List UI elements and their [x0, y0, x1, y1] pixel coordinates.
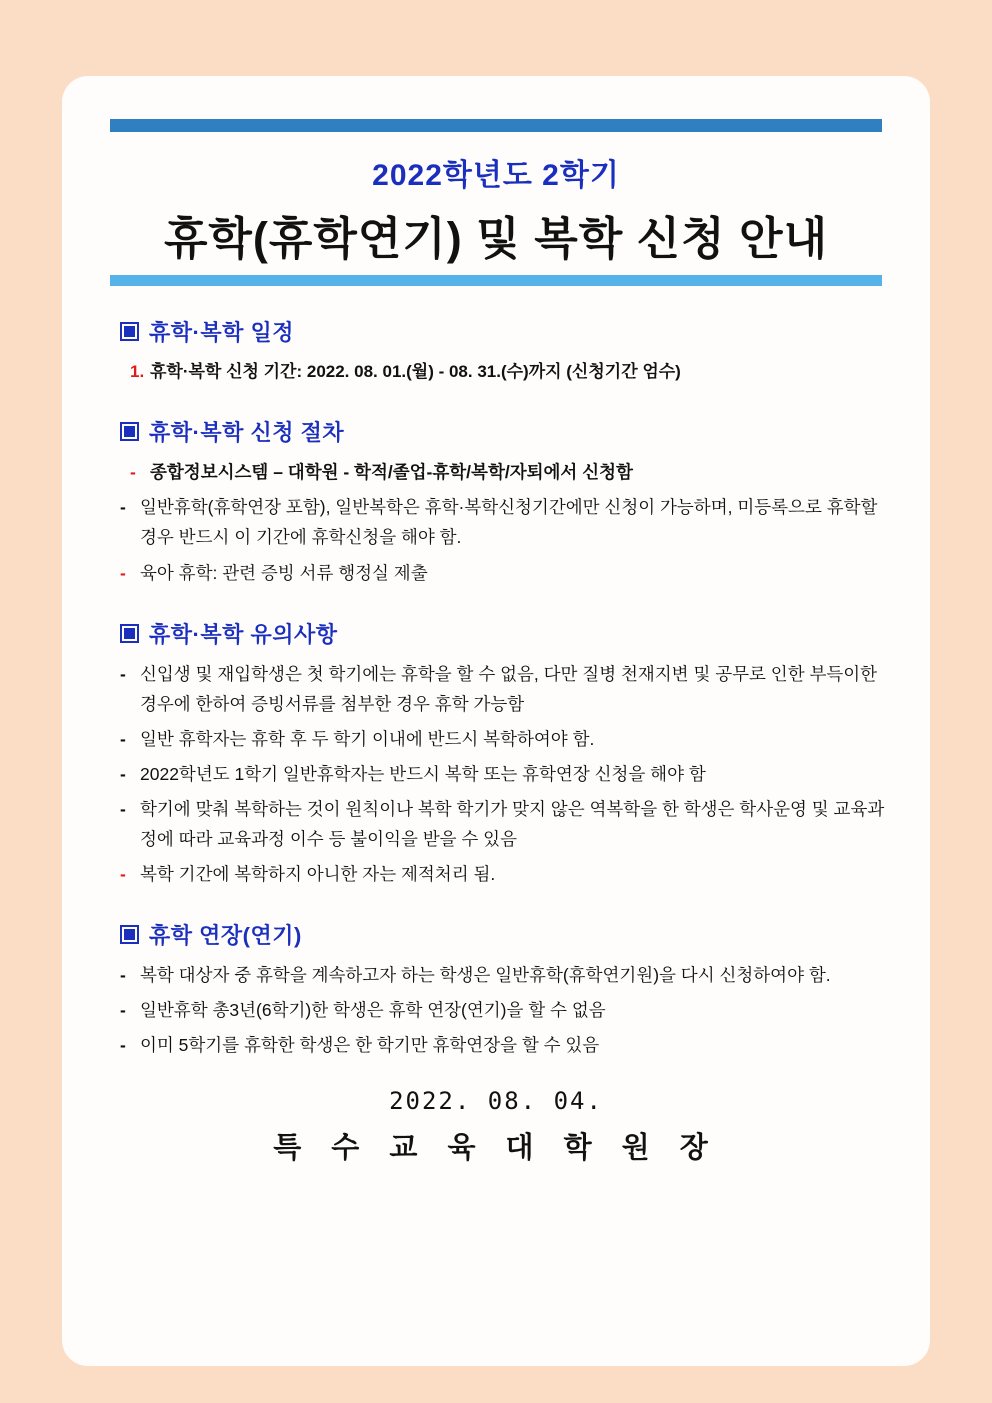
- list-item-text: 2022학년도 1학기 일반휴학자는 반드시 복학 또는 휴학연장 신청을 해야 함: [140, 763, 706, 784]
- list-item: [120, 357, 896, 386]
- section-heading-label: 휴학 연장(연기): [149, 923, 302, 949]
- list-item: [120, 859, 896, 889]
- list-item-marker: -: [120, 864, 126, 885]
- section-item-list: [120, 457, 896, 587]
- divider-bar-top: [110, 119, 882, 132]
- list-item: [120, 759, 896, 789]
- list-item: [120, 960, 896, 990]
- list-item: [120, 457, 896, 487]
- bullet-square-icon: [120, 422, 139, 441]
- section-heading-label: 휴학·복학 신청 절차: [149, 420, 345, 446]
- list-item-marker: -: [120, 1000, 126, 1021]
- list-item: [120, 558, 896, 588]
- list-item-text: 육아 휴학: 관련 증빙 서류 행정실 제출: [140, 562, 428, 583]
- bullet-square-icon: [120, 624, 139, 643]
- list-item-text: 일반 휴학자는 휴학 후 두 학기 이내에 반드시 복학하여야 함.: [140, 728, 595, 749]
- section-heading-label: 휴학·복학 유의사항: [149, 621, 338, 647]
- document-footer: [96, 1087, 896, 1166]
- list-item: [120, 794, 896, 854]
- list-item-text: 종합정보시스템 – 대학원 - 학적/졸업-휴학/복학/자퇴에서 신청함: [150, 462, 633, 483]
- section-heading: [120, 919, 896, 950]
- list-item-text: 신입생 및 재입학생은 첫 학기에는 휴학을 할 수 없음, 다만 질병 천재지변 및 공무로 인한 부득이한 경우에 한하여 증빙서류를 첨부한 경우 휴학 가능함: [140, 663, 878, 714]
- list-item-text: 복학 대상자 중 휴학을 계속하고자 하는 학생은 일반휴학(휴학연기원)을 다시 신청하여야 함.: [140, 965, 831, 986]
- list-item: [120, 995, 896, 1025]
- section-schedule: [96, 316, 896, 386]
- list-item: [120, 492, 896, 552]
- bullet-square-icon: [120, 322, 139, 341]
- bullet-square-icon: [120, 925, 139, 944]
- page-title: 휴학(휴학연기) 및 복학 신청 안내: [163, 213, 829, 264]
- notice-sheet: [62, 76, 930, 1366]
- issuer-name: 특 수 교 육 대 학 원 장: [273, 1131, 719, 1164]
- list-item: [120, 1030, 896, 1060]
- list-item-marker: 1.: [130, 362, 145, 381]
- section-extension: [96, 919, 896, 1060]
- list-item: [120, 659, 896, 719]
- list-item-marker: -: [120, 798, 126, 819]
- list-item-marker: -: [120, 663, 126, 684]
- divider-bar-bottom: [110, 275, 882, 286]
- section-procedure: [96, 416, 896, 587]
- list-item-text: 복학 기간에 복학하지 아니한 자는 제적처리 됨.: [140, 864, 496, 885]
- notice-content: [96, 110, 896, 1346]
- list-item-text: 학기에 맞춰 복학하는 것이 원칙이나 복학 학기가 맞지 않은 역복학을 한 학생은 학사운영 및 교육과정에 따라 교육과정 이수 등 불이익을 받을 수 있음: [140, 798, 885, 850]
- list-item: [120, 724, 896, 754]
- section-item-list: [120, 960, 896, 1060]
- issue-date: 2022. 08. 04.: [389, 1086, 603, 1115]
- list-item-marker: -: [130, 462, 136, 483]
- list-item-marker: -: [120, 1035, 126, 1056]
- section-heading: [120, 618, 896, 649]
- list-item-marker: -: [120, 965, 126, 986]
- list-item-text: 일반휴학 총3년(6학기)한 학생은 휴학 연장(연기)을 할 수 없음: [140, 1000, 606, 1021]
- section-heading-label: 휴학·복학 일정: [149, 320, 294, 345]
- title-year: 2022학년도 2학기: [372, 159, 620, 192]
- list-item-marker: -: [120, 763, 126, 784]
- list-item-marker: -: [120, 497, 126, 518]
- list-item-marker: -: [120, 728, 126, 749]
- list-item-text: 이미 5학기를 휴학한 학생은 한 학기만 휴학연장을 할 수 있음: [140, 1035, 600, 1056]
- section-item-list: [120, 659, 896, 890]
- section-heading: [120, 416, 896, 447]
- list-item-marker: -: [120, 562, 126, 583]
- section-heading: [120, 316, 896, 347]
- list-item-text: 일반휴학(휴학연장 포함), 일반복학은 휴학·복학신청기간에만 신청이 가능하며, 미등록으로 휴학할 경우 반드시 이 기간에 휴학신청을 해야 함.: [140, 497, 878, 548]
- section-cautions: [96, 618, 896, 890]
- list-item-text: 휴학·복학 신청 기간: 2022. 08. 01.(월) - 08. 31.(수)까지 (신청기간 엄수): [150, 362, 681, 381]
- section-item-list: [120, 357, 896, 386]
